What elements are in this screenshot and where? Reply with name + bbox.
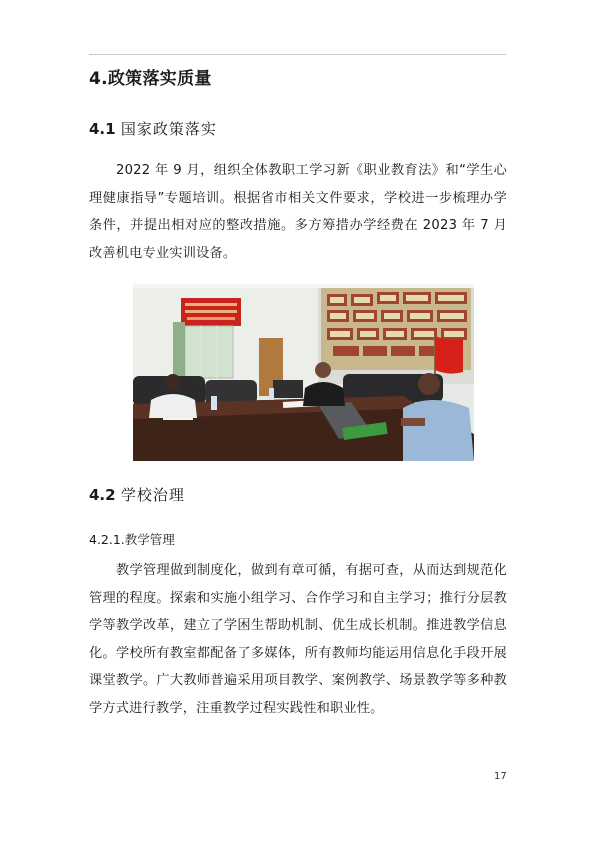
paragraph-policy: 2022 年 9 月，组织全体教职工学习新《职业教育法》和“学生心理健康指导”专题培训。根据省市相关文件要求，学校进一步梳理办学条件，并提出相对应的整改措施。多方筹措办学经费在 2023 年 7 月改善机电专业实训设备。 xyxy=(89,163,507,261)
section-title: 国家政策落实 xyxy=(120,120,217,138)
paragraph-teaching-management: 教学管理做到制度化，做到有章可循，有据可查，从而达到规范化管理的程度。探索和实施小组学习、合作学习和自主学习；推行分层教学等教学改革，建立了学困生帮助机制、优生成长机制。推进教学信息化。学校所有教室都配备了多媒体，所有教师均能运用信息化手段开展课堂教学。广大教师普遍采用项目教学、案例教学、场景教学等多种教学方式进行教学，注重教学过程实践性和职业性。 xyxy=(89,563,507,716)
section-number: 4.2 xyxy=(89,486,116,504)
page-number: 17 xyxy=(494,771,507,782)
section-title: 学校治理 xyxy=(120,486,185,504)
section-heading-4-2 xyxy=(89,484,185,505)
chapter-heading: 4.政策落实质量 xyxy=(89,69,212,89)
section-heading-4-1 xyxy=(89,118,217,139)
meeting-photo xyxy=(133,284,474,461)
subsection-heading: 4.2.1.教学管理 xyxy=(89,532,175,547)
section-number: 4.1 xyxy=(89,120,116,138)
header-rule xyxy=(89,54,506,55)
